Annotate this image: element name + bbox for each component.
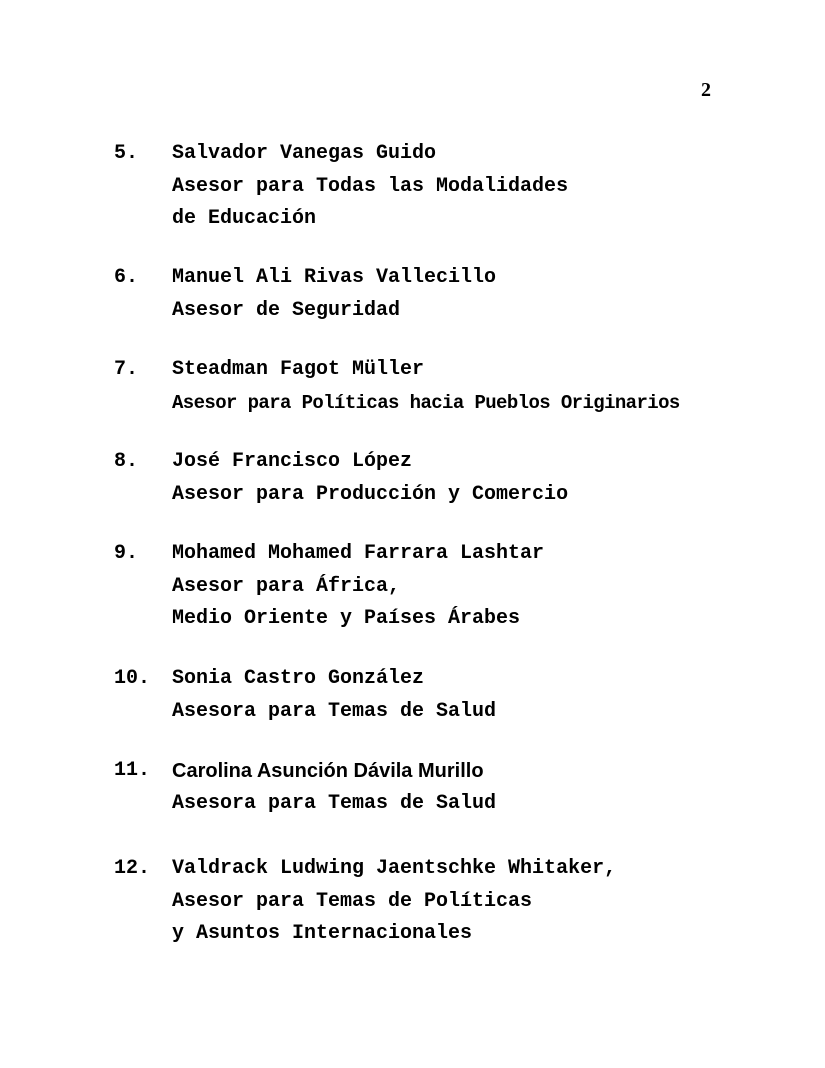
list-item-number: 9. — [114, 542, 139, 565]
person-name: Valdrack Ludwing Jaentschke Whitaker, — [172, 857, 617, 880]
person-name: José Francisco López — [172, 450, 413, 473]
list-item — [0, 446, 825, 511]
list-item — [0, 663, 825, 728]
list-item-number: 6. — [114, 266, 139, 289]
person-role: Asesor de Seguridad — [172, 298, 401, 322]
person-role: Asesor para Producción y Comercio — [172, 482, 569, 506]
person-name: Steadman Fagot Müller — [172, 358, 425, 381]
person-name: Salvador Vanegas Guido — [172, 142, 437, 165]
page-number: 2 — [701, 79, 711, 101]
list-item — [0, 538, 825, 636]
person-role: Asesor para Todas las Modalidades — [172, 174, 569, 198]
list-item-number: 8. — [114, 450, 139, 473]
list-item — [0, 138, 825, 236]
person-role: Asesor para Temas de Políticas — [172, 889, 533, 913]
list-item — [0, 755, 825, 820]
person-name: Manuel Ali Rivas Vallecillo — [172, 266, 497, 289]
list-item — [0, 853, 825, 951]
list-item-number: 12. — [114, 857, 151, 880]
person-role: Asesor para África, — [172, 574, 401, 598]
person-role-continued: Medio Oriente y Países Árabes — [172, 607, 521, 630]
list-item — [0, 262, 825, 327]
list-item-number: 5. — [114, 142, 139, 165]
person-role: Asesora para Temas de Salud — [172, 699, 497, 723]
person-role: Asesor para Políticas hacia Pueblos Originarios — [172, 391, 680, 414]
person-name: Carolina Asunción Dávila Murillo — [172, 760, 484, 782]
list-item-number: 11. — [114, 759, 151, 782]
list-item-number: 10. — [114, 667, 151, 690]
person-name: Mohamed Mohamed Farrara Lashtar — [172, 542, 545, 565]
list-item-number: 7. — [114, 358, 139, 381]
person-role: Asesora para Temas de Salud — [172, 791, 497, 815]
person-role-continued: de Educación — [172, 207, 317, 230]
person-name: Sonia Castro González — [172, 667, 425, 690]
list-item — [0, 354, 825, 419]
person-role-continued: y Asuntos Internacionales — [172, 922, 473, 945]
